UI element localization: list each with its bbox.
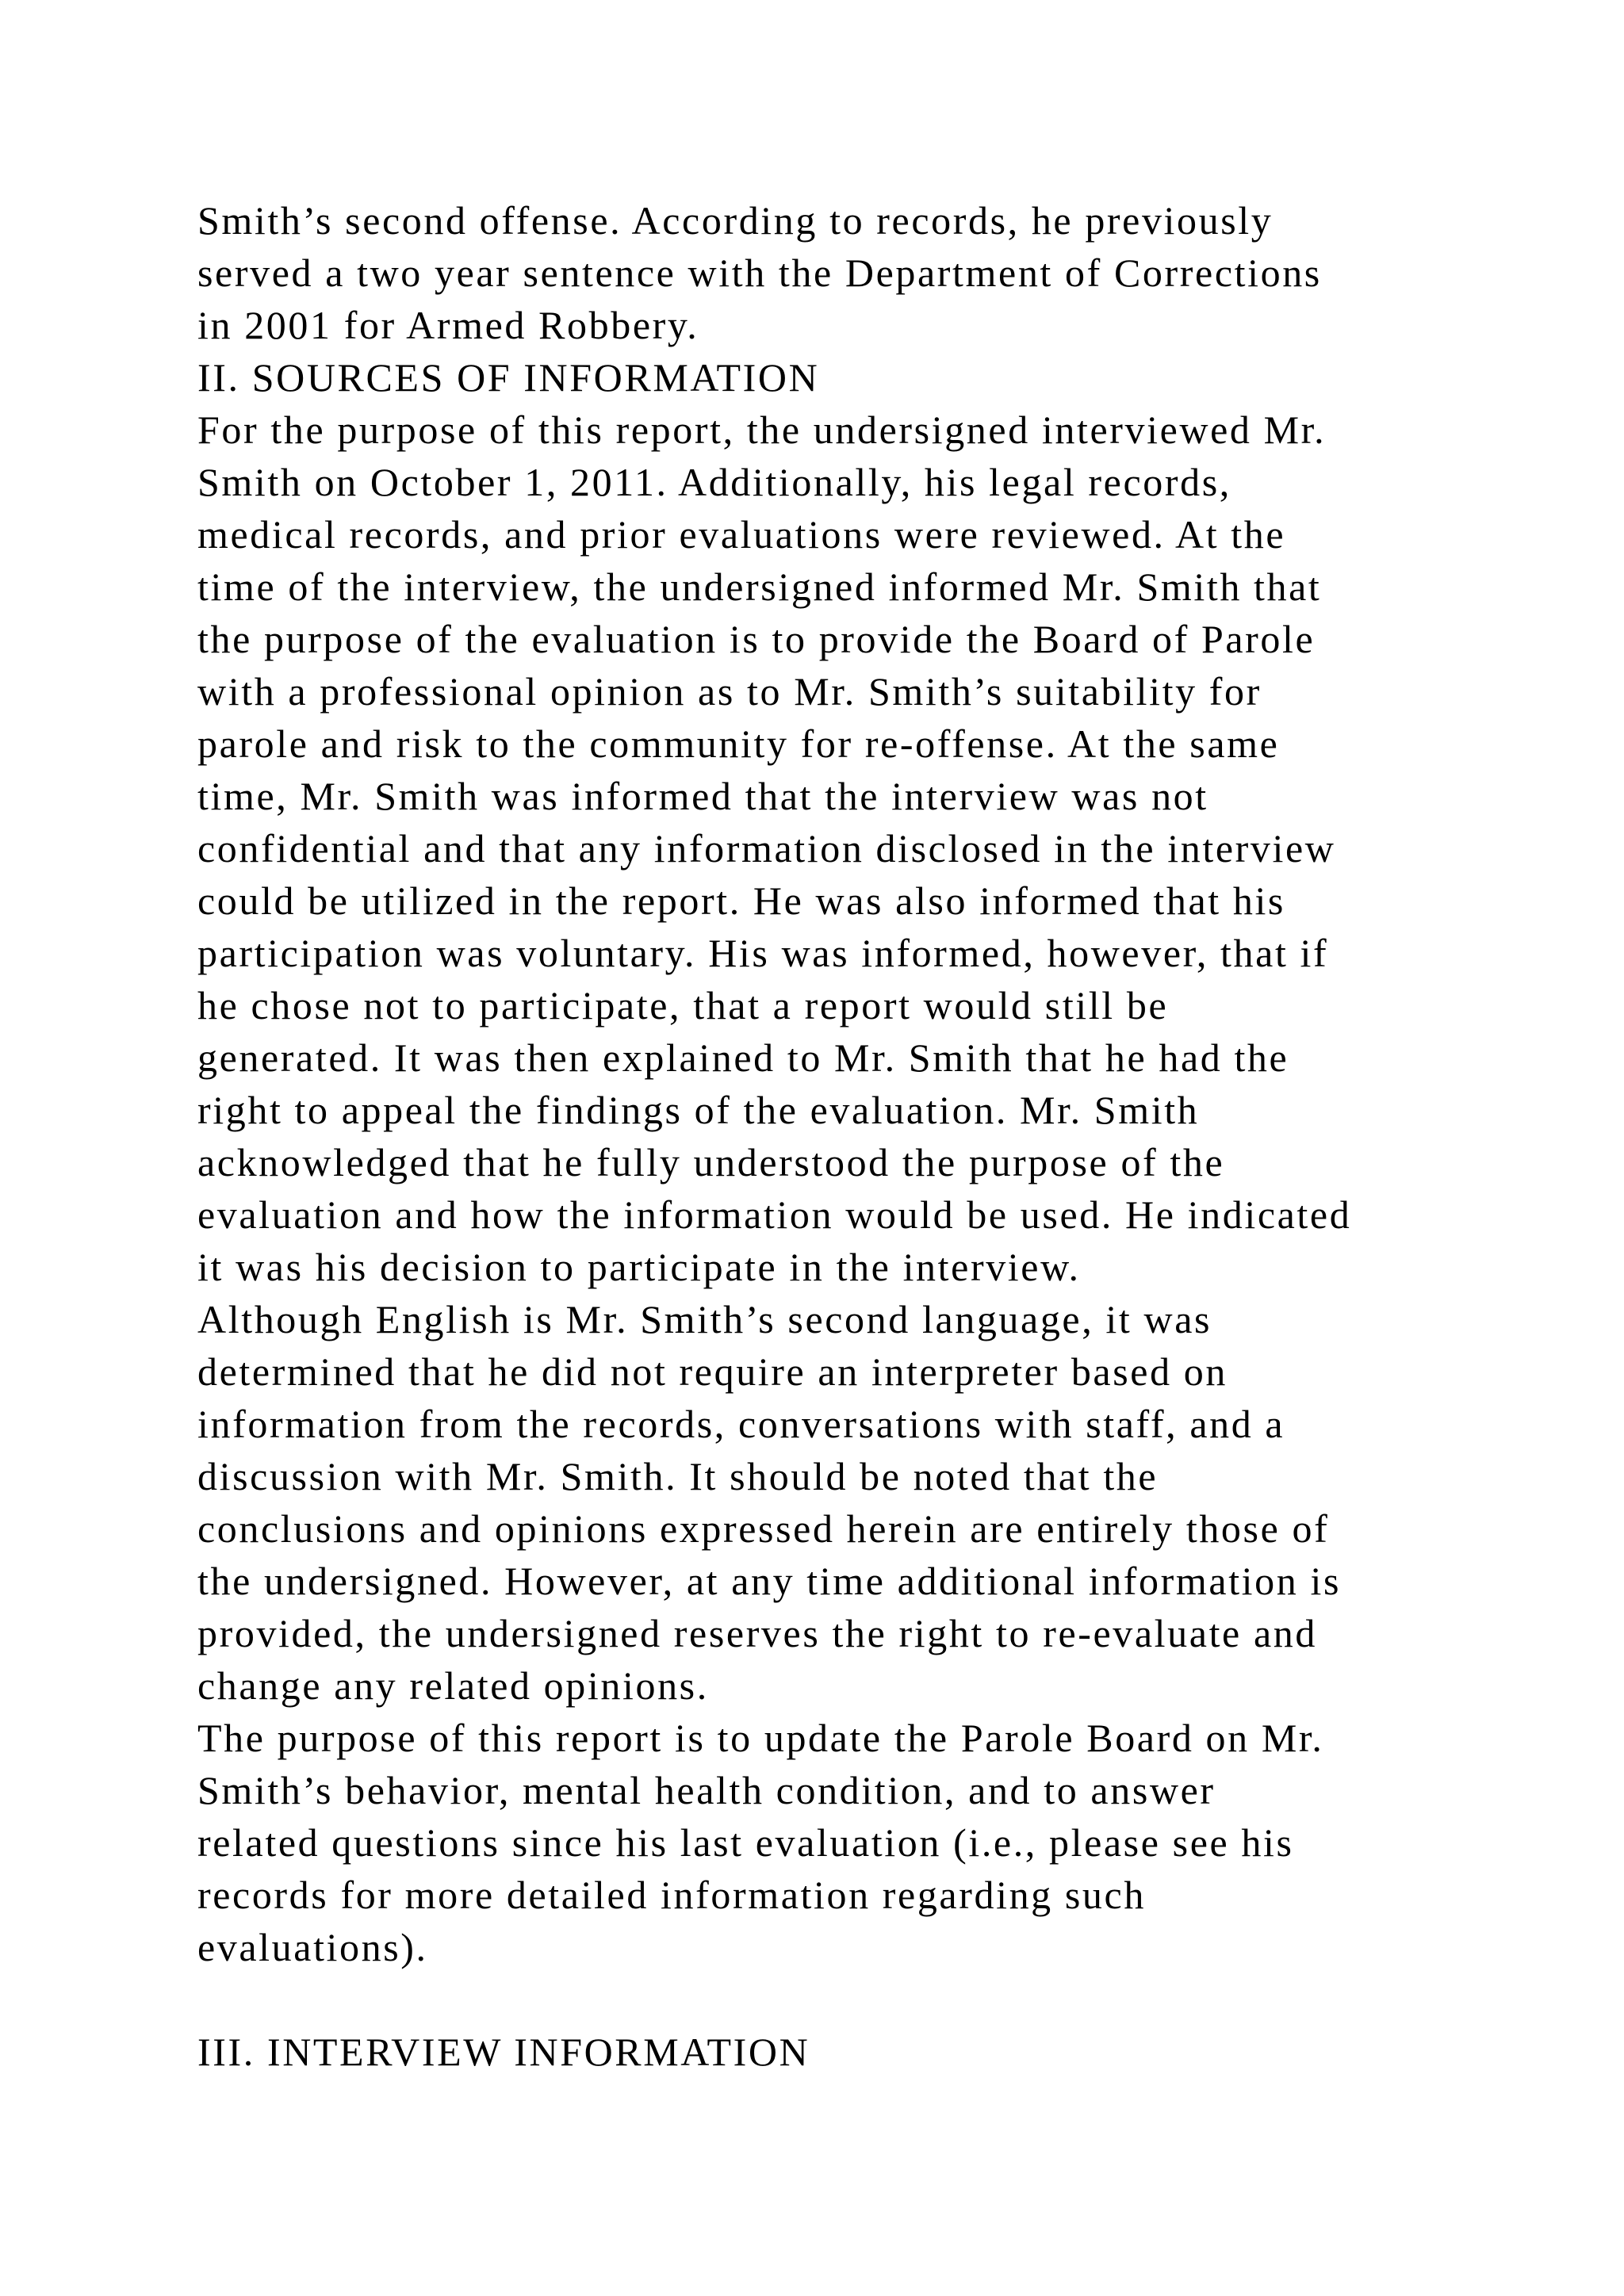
text-line: For the purpose of this report, the undersigned interviewed Mr. — [197, 408, 1327, 452]
text-line: Although English is Mr. Smith’s second language, it was — [197, 1297, 1212, 1341]
text-line: with a professional opinion as to Mr. Smith’s suitability for — [197, 669, 1262, 714]
text-line: evaluation and how the information would be used. He indicated — [197, 1192, 1352, 1237]
text-line: generated. It was then explained to Mr. Smith that he had the — [197, 1035, 1289, 1080]
text-line: Smith’s behavior, mental health condition, and to answer — [197, 1768, 1216, 1812]
section-heading-interview: III. INTERVIEW INFORMATION — [197, 2030, 810, 2074]
text-line: right to appeal the findings of the evaluation. Mr. Smith — [197, 1088, 1200, 1132]
text-line: time of the interview, the undersigned informed Mr. Smith that — [197, 564, 1322, 609]
text-line: it was his decision to participate in the interview. — [197, 1245, 1081, 1289]
text-line: medical records, and prior evaluations were reviewed. At the — [197, 512, 1286, 557]
section-heading-sources: II. SOURCES OF INFORMATION — [197, 355, 820, 400]
text-line: discussion with Mr. Smith. It should be noted that the — [197, 1454, 1159, 1498]
text-line: records for more detailed information regarding such — [197, 1873, 1146, 1917]
text-line: parole and risk to the community for re-offense. At the same — [197, 721, 1280, 766]
text-line: Smith’s second offense. According to records, he previously — [197, 198, 1274, 243]
text-line: evaluations). — [197, 1925, 428, 1969]
text-line: related questions since his last evaluation (i.e., please see his — [197, 1820, 1294, 1865]
text-line: acknowledged that he fully understood the purpose of the — [197, 1140, 1225, 1184]
text-line: change any related opinions. — [197, 1663, 709, 1708]
text-line: the undersigned. However, at any time additional information is — [197, 1559, 1342, 1603]
text-line: in 2001 for Armed Robbery. — [197, 303, 699, 347]
text-line: the purpose of the evaluation is to provide the Board of Parole — [197, 617, 1316, 661]
text-line: information from the records, conversations with staff, and a — [197, 1402, 1285, 1446]
text-line: confidential and that any information disclosed in the interview — [197, 826, 1336, 871]
text-line: conclusions and opinions expressed herein are entirely those of — [197, 1506, 1330, 1551]
document-body — [197, 194, 1545, 2078]
text-line: time, Mr. Smith was informed that the interview was not — [197, 774, 1208, 818]
text-line: participation was voluntary. His was informed, however, that if — [197, 931, 1329, 975]
text-line: The purpose of this report is to update the Parole Board on Mr. — [197, 1716, 1324, 1760]
text-line: could be utilized in the report. He was also informed that his — [197, 878, 1285, 923]
blank-line — [197, 1973, 1545, 2026]
text-line: provided, the undersigned reserves the right to re-evaluate and — [197, 1611, 1317, 1655]
text-line: determined that he did not require an interpreter based on — [197, 1349, 1228, 1394]
text-line: he chose not to participate, that a report would still be — [197, 983, 1169, 1027]
text-line: served a two year sentence with the Department of Corrections — [197, 251, 1322, 295]
text-line: Smith on October 1, 2011. Additionally, his legal records, — [197, 460, 1231, 504]
